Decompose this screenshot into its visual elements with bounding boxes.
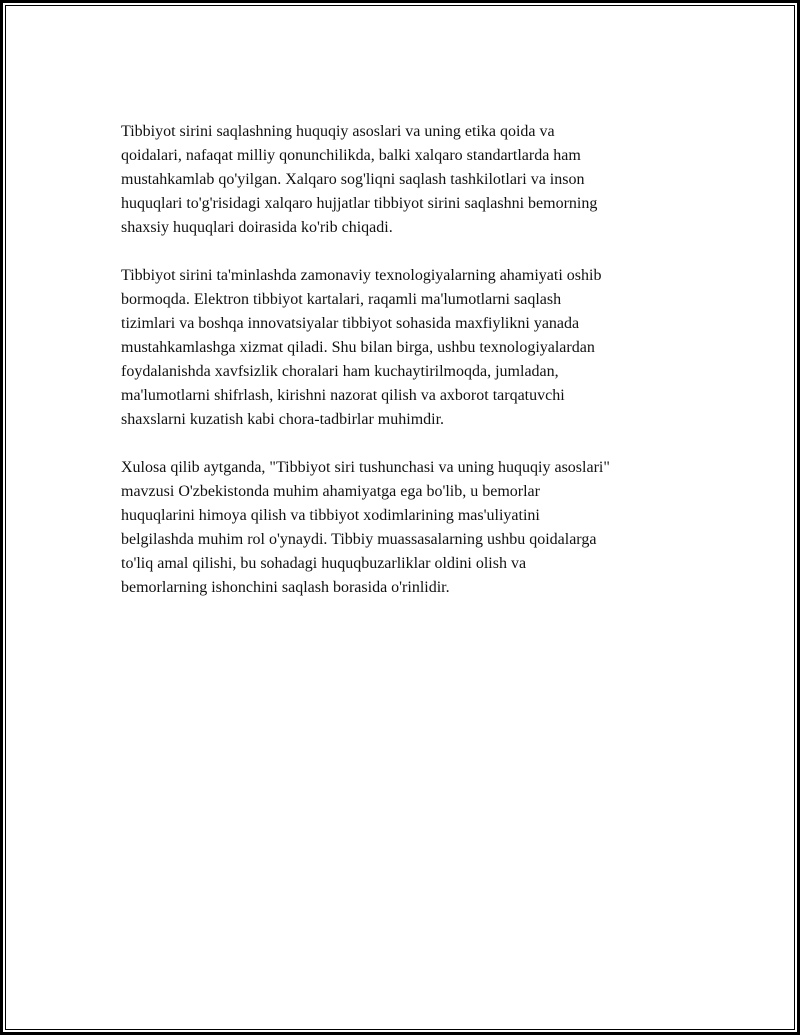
text-line: tizimlari va boshqa innovatsiyalar tibbiyot sohasida maxfiylikni yanada <box>121 315 580 332</box>
text-line: to'liq amal qilishi, bu sohadagi huquqbuzarliklar oldini olish va <box>121 555 527 572</box>
text-line: bemorlarning ishonchini saqlash borasida o'rinlidir. <box>121 579 450 596</box>
text-line: shaxsiy huquqlari doirasida ko'rib chiqadi. <box>121 219 393 236</box>
text-line: qoidalari, nafaqat milliy qonunchilikda, balki xalqaro standartlarda ham <box>121 147 581 164</box>
text-line: mustahkamlashga xizmat qiladi. Shu bilan birga, ushbu texnologiyalardan <box>121 339 595 356</box>
paragraph-conclusion <box>121 456 701 600</box>
text-line: Xulosa qilib aytganda, "Tibbiyot siri tushunchasi va uning huquqiy asoslari" <box>121 459 610 476</box>
text-line: ma'lumotlarni shifrlash, kirishni nazorat qilish va axborot tarqatuvchi <box>121 387 565 404</box>
text-line: mavzusi O'zbekistonda muhim ahamiyatga ega bo'lib, u bemorlar <box>121 483 540 500</box>
text-line: bormoqda. Elektron tibbiyot kartalari, raqamli ma'lumotlarni saqlash <box>121 291 562 308</box>
document-body <box>121 120 701 624</box>
text-line: mustahkamlab qo'yilgan. Xalqaro sog'liqni saqlash tashkilotlari va inson <box>121 171 585 188</box>
text-line: huquqlarini himoya qilish va tibbiyot xodimlarining mas'uliyatini <box>121 507 540 524</box>
paragraph-legal-basis <box>121 120 701 240</box>
text-line: huquqlari to'g'risidagi xalqaro hujjatlar tibbiyot sirini saqlashni bemorning <box>121 195 598 212</box>
paragraph-technology <box>121 264 701 432</box>
text-line: belgilashda muhim rol o'ynaydi. Tibbiy muassasalarning ushbu qoidalarga <box>121 531 597 548</box>
text-line: Tibbiyot sirini ta'minlashda zamonaviy texnologiyalarning ahamiyati oshib <box>121 267 602 284</box>
text-line: foydalanishda xavfsizlik choralari ham kuchaytirilmoqda, jumladan, <box>121 363 559 380</box>
text-line: Tibbiyot sirini saqlashning huquqiy asoslari va uning etika qoida va <box>121 123 555 140</box>
text-line: shaxslarni kuzatish kabi chora-tadbirlar muhimdir. <box>121 411 445 428</box>
